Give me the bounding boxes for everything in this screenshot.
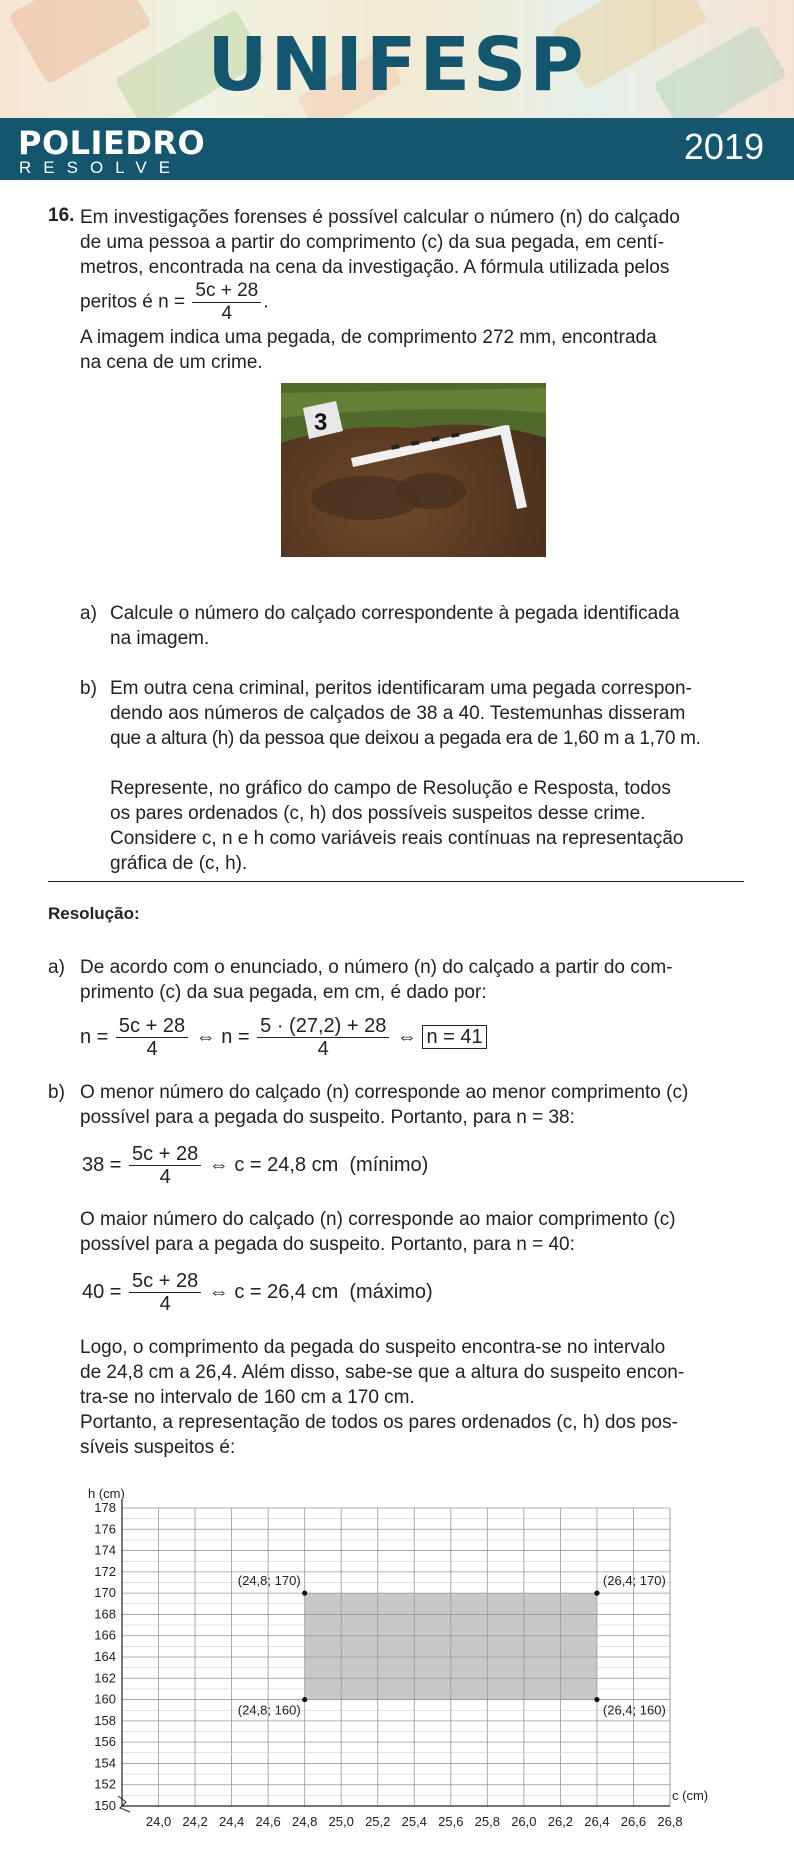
resolution-b-equation-max — [82, 1270, 433, 1315]
text-line: Represente, no gráfico do campo de Resolução e Resposta, todos — [110, 778, 671, 799]
suspects-region-chart — [78, 1480, 718, 1846]
footprint-photo — [281, 383, 546, 557]
text-line: possível para a pegada do suspeito. Portanto, para n = 38: — [80, 1107, 575, 1128]
x-tick-label: 25,2 — [365, 1814, 391, 1829]
text-line: primento (c) da sua pegada, em cm, é dado por: — [80, 982, 487, 1003]
item-a-text — [110, 601, 744, 651]
text-line: de 24,8 cm a 26,4. Além disso, sabe-se que a altura do suspeito encon- — [80, 1362, 685, 1383]
x-tick-label: 25,8 — [474, 1814, 500, 1829]
scale-ruler-horizontal — [351, 425, 509, 467]
eq-lhs: 40 = — [82, 1280, 122, 1303]
evidence-marker-number: 3 — [314, 409, 328, 436]
eq-rhs: ⇔ c = 24,8 cm (mínimo) — [208, 1153, 429, 1176]
formula-denominator: 4 — [221, 303, 233, 324]
eq-lhs: 38 = — [82, 1153, 122, 1176]
text-line: Logo, o comprimento da pegada do suspeito encontra-se no intervalo — [80, 1337, 666, 1358]
x-tick-label: 26,0 — [511, 1814, 537, 1829]
brand-logo: POLIEDRO — [18, 124, 206, 162]
formula-prefix: peritos é n = — [80, 291, 186, 313]
eq-numerator: 5c + 28 — [116, 1015, 188, 1038]
y-tick-label: 162 — [94, 1670, 116, 1686]
y-tick-label: 166 — [94, 1627, 116, 1643]
eq-fraction — [257, 1015, 389, 1060]
y-tick-label: 178 — [94, 1500, 116, 1515]
text-line: possível para a pegada do suspeito. Portanto, para n = 40: — [80, 1234, 575, 1255]
eq-numerator: 5c + 28 — [129, 1143, 201, 1166]
resolution-heading: Resolução: — [48, 904, 140, 923]
resolution-b-label: b) — [48, 1082, 65, 1103]
axis-break-icon — [118, 1796, 130, 1812]
formula-suffix: . — [263, 291, 269, 313]
eq-denominator: 4 — [146, 1038, 158, 1060]
resolution-b-equation-min — [82, 1143, 428, 1188]
y-tick-label: 170 — [94, 1585, 116, 1601]
x-tick-label: 24,2 — [182, 1814, 208, 1829]
y-tick-label: 154 — [94, 1755, 116, 1771]
formula-numerator: 5c + 28 — [192, 280, 261, 303]
brand-subtitle: RESOLVE — [19, 158, 183, 177]
header-banner — [0, 0, 794, 118]
text-line: na cena de um crime. — [80, 352, 263, 373]
y-tick-label: 152 — [94, 1776, 116, 1792]
footprint-photo-drawing — [281, 383, 546, 557]
x-tick-label: 25,0 — [328, 1814, 354, 1829]
x-axis-label: c (cm) — [672, 1788, 709, 1803]
y-tick-label: 172 — [94, 1563, 116, 1579]
eq-lhs: n = — [80, 1025, 109, 1048]
x-tick-label: 24,4 — [218, 1814, 245, 1829]
eq-iff: ⇔ — [396, 1025, 417, 1048]
eq-denominator: 4 — [159, 1166, 171, 1188]
resolution-b-text3 — [80, 1335, 744, 1410]
x-tick-label: 26,8 — [657, 1814, 683, 1829]
x-tick-label: 24,8 — [292, 1814, 318, 1829]
vertex-label: (26,4; 170) — [602, 1573, 666, 1589]
item-b-text — [110, 676, 744, 751]
x-tick-label: 24,6 — [255, 1814, 281, 1829]
resolution-b-text2 — [80, 1207, 744, 1257]
eq-rhs: ⇔ c = 26,4 cm (máximo) — [208, 1280, 433, 1303]
resolution-b-text4 — [80, 1410, 744, 1460]
text-line: Considere c, n e h como variáveis reais contínuas na representação — [110, 828, 684, 849]
vertex-point — [302, 1697, 307, 1702]
eq-fraction — [129, 1270, 201, 1315]
vertex-label: (26,4; 160) — [602, 1702, 666, 1718]
eq-numerator: 5c + 28 — [129, 1270, 201, 1293]
resolution-b-text1 — [80, 1080, 744, 1130]
resolution-a-equation — [80, 1015, 487, 1060]
question-number: 16. — [48, 205, 75, 226]
y-tick-label: 156 — [94, 1734, 116, 1750]
y-axis-label: h (cm) — [88, 1486, 125, 1501]
text-line: Em investigações forenses é possível calcular o número (n) do calçado — [80, 207, 680, 228]
question-formula — [80, 280, 269, 325]
eq-denominator: 4 — [159, 1293, 171, 1315]
text-line: que a altura (h) da pessoa que deixou a pegada era de 1,60 m a 1,70 m. — [110, 728, 701, 749]
text-line: de uma pessoa a partir do comprimento (c) da sua pegada, em centí- — [80, 232, 665, 253]
y-tick-label: 160 — [94, 1691, 116, 1707]
y-tick-label: 176 — [94, 1521, 116, 1537]
text-line: O maior número do calçado (n) corresponde ao maior comprimento (c) — [80, 1209, 676, 1230]
vertex-point — [302, 1591, 307, 1596]
y-tick-label: 164 — [94, 1649, 116, 1664]
vertex-point — [594, 1697, 599, 1702]
text-line: os pares ordenados (c, h) dos possíveis suspeitos desse crime. — [110, 803, 646, 824]
resolution-a-text — [80, 955, 744, 1005]
eq-numerator: 5 · (27,2) + 28 — [257, 1015, 389, 1038]
eq-fraction — [116, 1015, 188, 1060]
item-b-instruction — [110, 776, 744, 876]
eq-denominator: 4 — [317, 1038, 329, 1060]
text-line: na imagem. — [110, 628, 210, 649]
text-line: Portanto, a representação de todos os pares ordenados (c, h) dos pos- — [80, 1412, 678, 1433]
text-line: tra-se no intervalo de 160 cm a 170 cm. — [80, 1387, 415, 1408]
x-tick-label: 26,6 — [620, 1814, 647, 1829]
vertex-label: (24,8; 160) — [237, 1702, 301, 1718]
image-description — [80, 325, 744, 375]
section-divider — [48, 881, 744, 882]
header-bar — [0, 118, 794, 180]
footprint-shape — [396, 473, 466, 509]
y-tick-label: 168 — [94, 1606, 116, 1622]
item-a-label: a) — [80, 603, 97, 624]
text-line: síveis suspeitos é: — [80, 1437, 236, 1458]
text-line: gráfica de (c, h). — [110, 853, 248, 874]
question-intro — [80, 205, 744, 280]
x-tick-label: 25,6 — [438, 1814, 464, 1829]
eq-result-box: n = 41 — [422, 1025, 486, 1049]
y-tick-label: 174 — [94, 1542, 116, 1558]
resolution-a-label: a) — [48, 957, 65, 978]
exam-title: UNIFESP — [207, 22, 587, 108]
text-line: dendo aos números de calçados de 38 a 40. Testemunhas disseram — [110, 703, 686, 724]
scale-ruler-vertical — [499, 425, 527, 509]
x-tick-label: 25,4 — [401, 1814, 427, 1829]
x-tick-label: 26,4 — [584, 1814, 610, 1829]
y-tick-label: 150 — [94, 1798, 116, 1813]
eq-middle: ⇔ n = — [195, 1025, 250, 1048]
formula-fraction — [192, 280, 261, 325]
text-line: De acordo com o enunciado, o número (n) do calçado a partir do com- — [80, 957, 673, 978]
text-line: A imagem indica uma pegada, de comprimento 272 mm, encontrada — [80, 327, 657, 348]
text-line: O menor número do calçado (n) corresponde ao menor comprimento (c) — [80, 1082, 689, 1103]
text-line: Em outra cena criminal, peritos identificaram uma pegada correspon- — [110, 678, 692, 699]
x-tick-label: 26,2 — [547, 1814, 574, 1829]
x-tick-label: 24,0 — [145, 1814, 172, 1829]
text-line: Calcule o número do calçado correspondente à pegada identificada — [110, 603, 680, 624]
eq-fraction — [129, 1143, 201, 1188]
text-line: metros, encontrada na cena da investigação. A fórmula utilizada pelos — [80, 257, 670, 278]
y-tick-label: 158 — [94, 1712, 116, 1728]
item-b-label: b) — [80, 678, 97, 699]
vertex-label: (24,8; 170) — [237, 1573, 301, 1589]
vertex-point — [594, 1591, 599, 1596]
exam-year: 2019 — [683, 126, 764, 167]
